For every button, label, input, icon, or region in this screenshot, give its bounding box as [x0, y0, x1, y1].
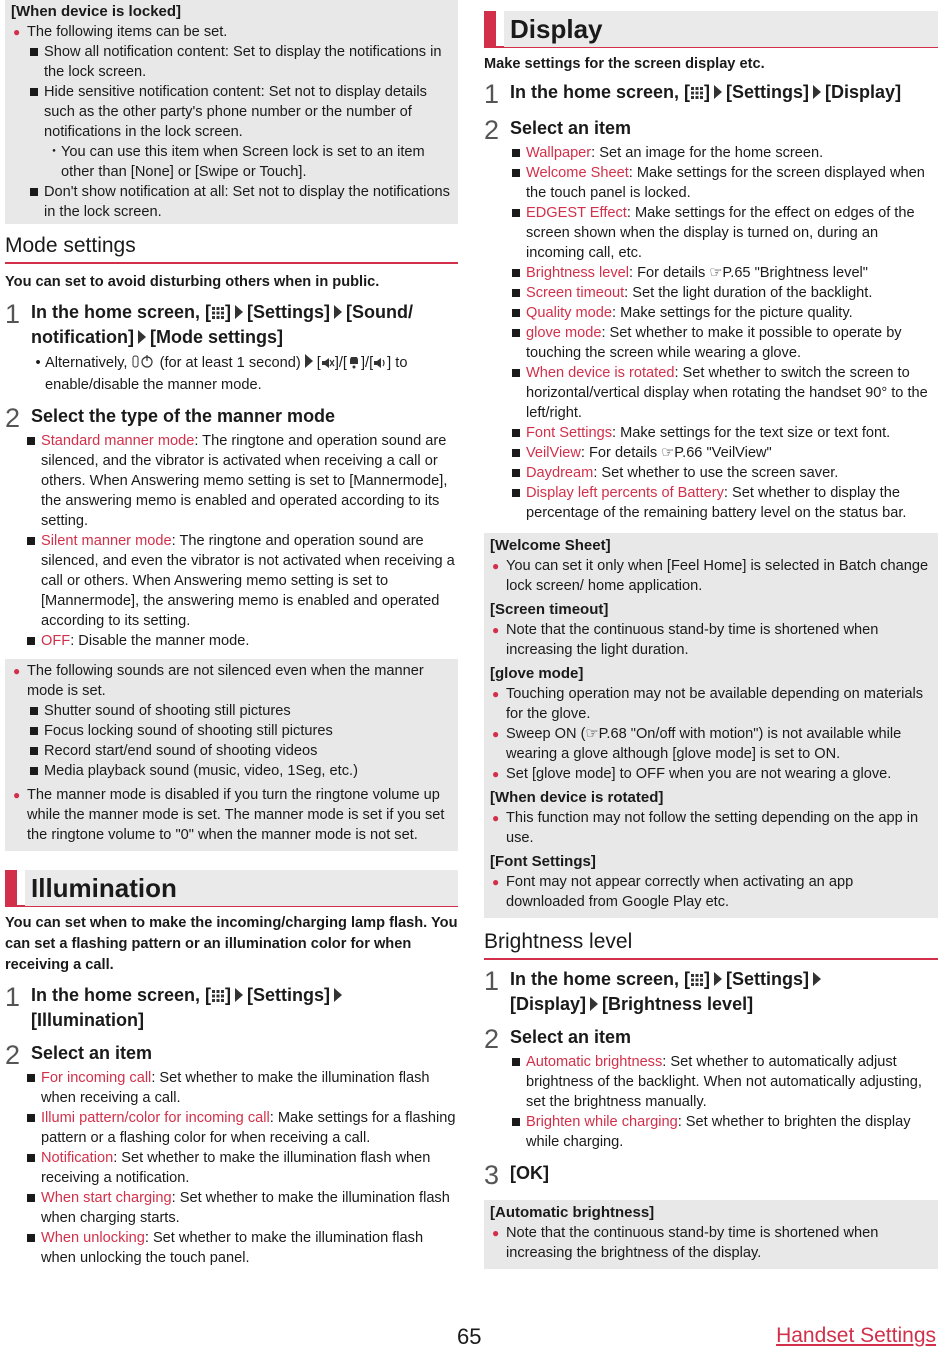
bullet-dot-icon: ● [492, 767, 500, 781]
list-item: Screen timeout: Set the light duration of the backlight. [510, 283, 938, 303]
square-bullet-icon [510, 263, 526, 283]
bullet-dot-icon: ● [13, 664, 21, 678]
step-1: 1 In the home screen, [ ] [Settings] [Display] [484, 79, 902, 109]
list-item: Brightness level: For details ☞P.65 "Brightness level" [510, 263, 938, 283]
mute-icon [321, 355, 335, 375]
mode-settings-heading: Mode settings [5, 232, 458, 264]
list-item: Record start/end sound of shooting videos [11, 741, 452, 761]
vibrate-icon [347, 355, 361, 375]
square-bullet-icon [28, 701, 44, 721]
arrow-icon [334, 305, 342, 319]
bullet-dot-icon: ● [492, 559, 500, 573]
square-bullet-icon [28, 182, 44, 222]
step-2: 2 Select an item [484, 1024, 632, 1054]
arrow-icon [714, 85, 722, 99]
arrow-icon [813, 972, 821, 986]
square-bullet-icon [25, 531, 41, 631]
step-3: 3 [OK] [484, 1160, 549, 1190]
square-bullet-icon [510, 203, 526, 263]
list-item: glove mode: Set whether to make it possible to operate by touching the screen while wearing a glove. [510, 323, 938, 363]
step-1: 1 In the home screen, [ ] [Settings] [Sound/ notification] [Mode settings] [5, 299, 414, 347]
apps-grid-icon [690, 970, 704, 993]
sub-note: ･ You can use this item when Screen lock is set to an item other than [None] or [Swipe or Touch]. [50, 144, 425, 180]
arrow-icon [235, 305, 243, 319]
square-bullet-icon [28, 741, 44, 761]
list-item: Silent manner mode: The ringtone and operation sound are silenced, and even the vibrator is not activated when receiving a call or others. When Answering memo setting is set to [Mannermode], the answering memo is enabled and operated according to its setting. [25, 531, 458, 631]
list-item: Quality mode: Make settings for the picture quality. [510, 303, 938, 323]
square-bullet-icon [25, 1228, 41, 1268]
note-title: [When device is locked] [11, 3, 182, 20]
apps-grid-icon [211, 986, 225, 1009]
illumination-intro: You can set when to make the incoming/charging lamp flash. You can set a flashing pattern or an illumination color for when receiving a call. [5, 915, 458, 973]
square-bullet-icon [510, 423, 526, 443]
square-bullet-icon [510, 463, 526, 483]
illumination-heading: Illumination [5, 871, 458, 907]
step-2: 2 Select an item [484, 115, 632, 145]
bullet: ● The following items can be set. [13, 24, 228, 40]
arrow-icon [235, 988, 243, 1002]
list-item: EDGEST Effect: Make settings for the effect on edges of the screen shown when the display is turned on, during an incoming call, etc. [510, 203, 938, 263]
list-item: Media playback sound (music, video, 1Seg, etc.) [11, 761, 452, 781]
list-item: For incoming call: Set whether to make the illumination flash when receiving a call. [25, 1068, 458, 1108]
square-bullet-icon [28, 721, 44, 741]
sound-icon [373, 355, 387, 375]
arrow-icon [590, 997, 598, 1011]
section-link[interactable]: Handset Settings [776, 1324, 936, 1347]
left-column [5, 0, 458, 1268]
power-key-icon [132, 354, 156, 375]
bullet-dot-icon: ● [13, 788, 21, 802]
square-bullet-icon [510, 363, 526, 423]
square-bullet-icon [25, 631, 41, 651]
list-item: Notification: Set whether to make the illumination flash when receiving a notification. [25, 1148, 458, 1188]
bullet-dot-icon: ● [492, 875, 500, 889]
list-item: Shutter sound of shooting still pictures [11, 701, 452, 721]
list-item: VeilView: For details ☞P.66 "VeilView" [510, 443, 938, 463]
list-item: When start charging: Set whether to make the illumination flash when charging starts. [25, 1188, 458, 1228]
bullet-dot-icon: ● [492, 687, 500, 701]
square-bullet-icon [510, 443, 526, 463]
step-2: 2 Select an item [5, 1040, 153, 1070]
list-item: Focus locking sound of shooting still pictures [11, 721, 452, 741]
list-item: Wallpaper: Set an image for the home screen. [510, 143, 938, 163]
bullet-dot-icon: ● [13, 25, 21, 39]
alternative-note: • Alternatively, (for at least 1 second) [ ]/[ ]/[ ] to enable/disable the manner mode. [35, 355, 408, 393]
bullet-dot-icon: ● [492, 727, 500, 741]
display-notes: [Welcome Sheet] ● You can set it only when [Feel Home] is selected in Batch change lock screen/ home application. [Screen timeout] ● Note that the continuous stand-by time is shortened when increasing the light duration. [glove mode] ● Touching operation may not be available depending on materials for the glove. ● Sweep ON (☞P.68 "On/off with motion") is not available while wearing a glove although [glove mode] is set to ON. ● Set [glove mode] to OFF when you are not wearing a glove. [When device is rotated] ● This function may not follow the setting depending on the app in use. [Font Settings] ● Font may not appear correctly when activating an app downloaded from Google Play etc. [484, 533, 938, 918]
list-item: Welcome Sheet: Make settings for the screen displayed when the touch panel is locked. [510, 163, 938, 203]
apps-grid-icon [690, 83, 704, 106]
list-item: Font Settings: Make settings for the text size or text font. [510, 423, 938, 443]
list-item: OFF: Disable the manner mode. [25, 631, 458, 651]
square-bullet-icon [510, 283, 526, 303]
square-bullet-icon [510, 323, 526, 363]
arrow-icon [813, 85, 821, 99]
mode-intro: You can set to avoid disturbing others when in public. [5, 274, 380, 290]
list-item: Standard manner mode: The ringtone and operation sound are silenced, and the vibrator is activated when receiving a call or others. When Answering memo setting is set to [Mannermode], the answering memo is enabled and operated according to its setting. [25, 431, 458, 531]
list-item: Daydream: Set whether to use the screen saver. [510, 463, 938, 483]
sounds-note: ● The following sounds are not silenced even when the manner mode is set. Shutter sound of shooting still pictures Focus locking sound of shooting still pictures Record start/end sound of shooting videos Media playback sound (music, video, 1Seg, etc.) ● The manner mode is disabled if you turn the ringtone volume up while the manner mode is set. The manner mode is set if you set the ringtone volume to "0" when the manner mode is not set. [5, 659, 458, 851]
display-heading: Display [484, 12, 938, 48]
square-bullet-icon [510, 303, 526, 323]
apps-grid-icon [211, 303, 225, 326]
square-bullet-icon [28, 42, 44, 82]
list-item: When unlocking: Set whether to make the illumination flash when unlocking the touch panel. [25, 1228, 458, 1268]
list-item: Display left percents of Battery: Set whether to display the percentage of the remaining battery level on the status bar. [510, 483, 938, 523]
square-bullet-icon [28, 761, 44, 781]
arrow-icon [334, 988, 342, 1002]
list-item: Illumi pattern/color for incoming call: Make settings for a flashing pattern or a flashing color for when receiving a call. [25, 1108, 458, 1148]
square-bullet-icon [510, 163, 526, 203]
brightness-heading: Brightness level [484, 928, 938, 960]
bullet-dot-icon: ● [492, 811, 500, 825]
square-bullet-icon [25, 1188, 41, 1228]
square-bullet-icon [510, 1052, 526, 1112]
square-bullet-icon [510, 1112, 526, 1152]
square-bullet-icon [510, 483, 526, 523]
step-1: 1 In the home screen, [ ] [Settings] [Display] [Brightness level] [484, 968, 938, 1016]
square-bullet-icon [28, 82, 44, 142]
list-item: Hide sensitive notification content: Set not to display details such as the other party's phone number or the number of notifications in the lock screen. [11, 82, 452, 142]
bullet-dot-icon: ● [492, 623, 500, 637]
right-column [484, 12, 938, 1269]
arrow-icon [305, 354, 313, 368]
display-intro: Make settings for the screen display etc. [484, 56, 765, 72]
arrow-icon [138, 330, 146, 344]
square-bullet-icon [510, 143, 526, 163]
page-number: 65 [457, 1324, 482, 1349]
list-item: When device is rotated: Set whether to switch the screen to horizontal/vertical display when rotating the handset 90° to the left/right. [510, 363, 938, 423]
step-2: 2 Select the type of the manner mode [5, 403, 336, 433]
list-item: Show all notification content: Set to display the notifications in the lock screen. [11, 42, 452, 82]
locked-note [5, 0, 458, 224]
bullet-dot-icon: ● [492, 1226, 500, 1240]
list-item: Automatic brightness: Set whether to automatically adjust brightness of the backlight. When not automatically adjusting, set the brightness manually. [510, 1052, 938, 1112]
square-bullet-icon [25, 1068, 41, 1108]
square-bullet-icon [25, 1108, 41, 1148]
square-bullet-icon [25, 1148, 41, 1188]
list-item: Brighten while charging: Set whether to brighten the display while charging. [510, 1112, 938, 1152]
square-bullet-icon [25, 431, 41, 531]
list-item: Don't show notification at all: Set not to display the notifications in the lock screen. [11, 182, 452, 222]
arrow-icon [714, 972, 722, 986]
brightness-note: [Automatic brightness] ● Note that the continuous stand-by time is shortened when increasing the brightness of the display. [484, 1200, 938, 1269]
step-1: 1 In the home screen, [ ] [Settings] [Illumination] [5, 984, 458, 1032]
